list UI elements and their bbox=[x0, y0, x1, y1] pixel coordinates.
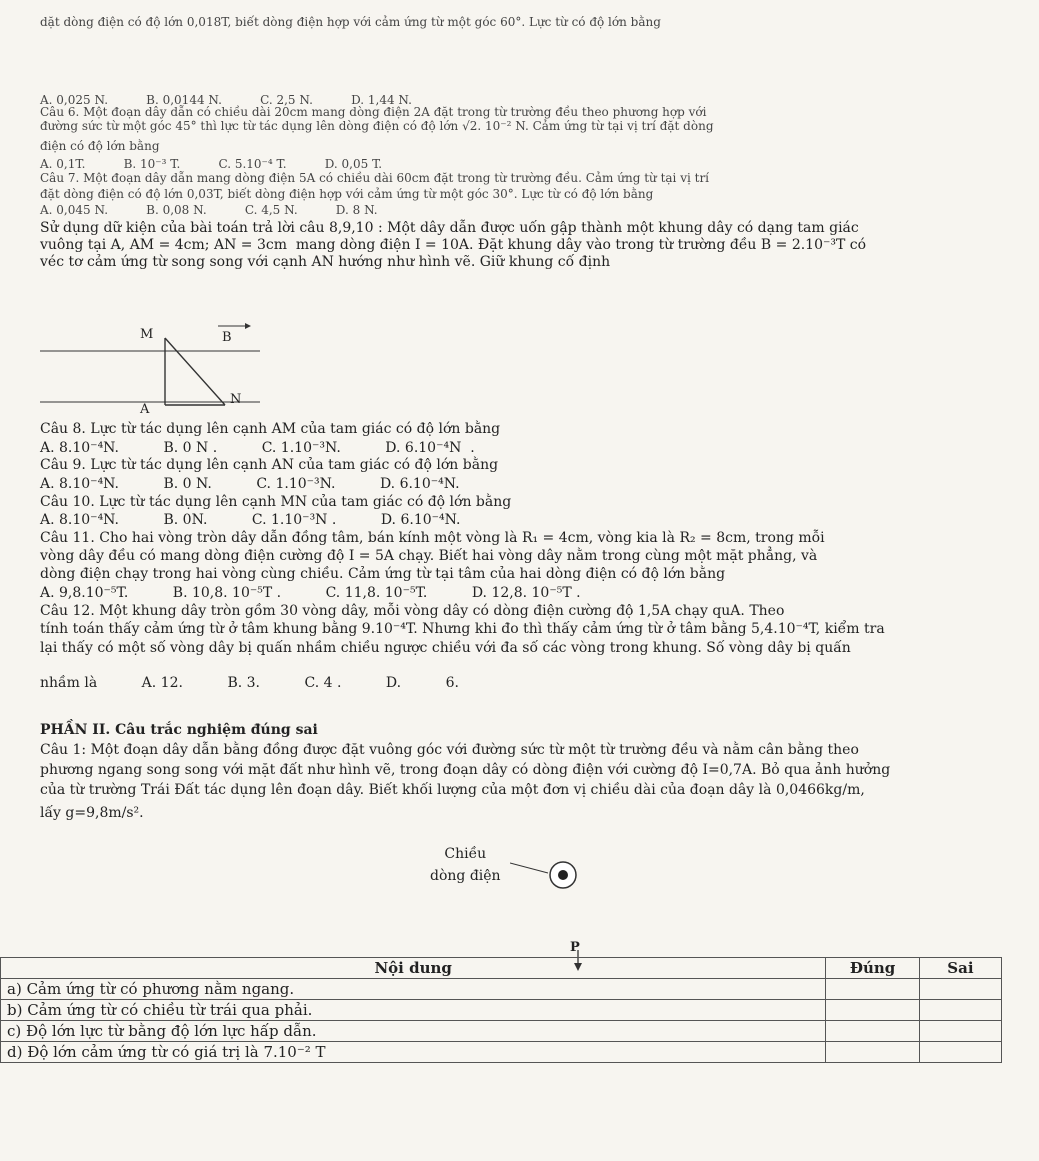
text-line: vuông tại A, AM = 4cm; AN = 3cm mang dòng điện I = 10A. Đặt khung dây vào trong từ trường đều B = 2.10⁻³T có bbox=[40, 237, 867, 253]
header-true: Đúng bbox=[826, 958, 919, 979]
text-line: tính toán thấy cảm ứng từ ở tâm khung bằng 9.10⁻⁴T. Nhưng khi đo thì thấy cảm ứng từ ở tâm bằng 5,4.10⁻⁴T, kiểm tra bbox=[40, 621, 885, 637]
table-row bbox=[1, 1042, 1002, 1063]
false-cell-a[interactable] bbox=[919, 979, 1001, 1000]
text-line: lấy g=9,8m/s². bbox=[40, 805, 144, 821]
text-line: dòng điện chạy trong hai vòng cùng chiều. Cảm ứng từ tại tâm của hai dòng điện có độ lớn bằng bbox=[40, 566, 726, 582]
text-line: A. 9,8.10⁻⁵T. B. 10,8. 10⁻⁵T . C. 11,8. 10⁻⁵T. D. 12,8. 10⁻⁵T . bbox=[40, 585, 581, 601]
text-line: đặt dòng điện có độ lớn 0,03T, biết dòng điện hợp với cảm ứng từ một góc 30°. Lực từ có độ lớn bằng bbox=[40, 187, 654, 201]
text-line: Câu 10. Lực từ tác dụng lên cạnh MN của tam giác có độ lớn bằng bbox=[40, 494, 512, 510]
text-line: nhầm là A. 12. B. 3. C. 4 . D. 6. bbox=[40, 675, 459, 691]
current-dot bbox=[558, 870, 568, 880]
table-row bbox=[1, 1021, 1002, 1042]
text-line: A. 0,025 N. B. 0,0144 N. C. 2,5 N. D. 1,44 N. bbox=[40, 93, 412, 107]
text-line: Câu 9. Lực từ tác dụng lên cạnh AN của tam giác có độ lớn bằng bbox=[40, 457, 499, 473]
false-cell-c[interactable] bbox=[919, 1021, 1001, 1042]
text-line: lại thấy có một số vòng dây bị quấn nhầm chiều ngược chiều với đa số các vòng trong khung. Số vòng dây bị quấn bbox=[40, 640, 851, 656]
table-header-row bbox=[1, 958, 1002, 979]
text-line: điện có độ lớn bằng bbox=[40, 139, 160, 153]
current-direction-caption: Chiều dòng điện bbox=[430, 846, 501, 884]
text-line: Câu 6. Một đoạn dây dẫn có chiều dài 20cm mang dòng điện 2A đặt trong từ trường đều theo phương hợp với bbox=[40, 105, 707, 119]
statement-a: a) Cảm ứng từ có phương nằm ngang. bbox=[1, 979, 826, 1000]
header-false: Sai bbox=[919, 958, 1001, 979]
text-line: Câu 12. Một khung dây tròn gồm 30 vòng dây, mỗi vòng dây có dòng điện cường độ 1,5A chạy quA. Theo bbox=[40, 603, 785, 619]
text-line: A. 0,1T. B. 10⁻³ T. C. 5.10⁻⁴ T. D. 0,05 T. bbox=[40, 157, 383, 171]
statement-b: b) Cảm ứng từ có chiều từ trái qua phải. bbox=[1, 1000, 826, 1021]
label-a: A bbox=[140, 402, 150, 417]
text-line: A. 8.10⁻⁴N. B. 0 N . C. 1.10⁻³N. D. 6.10⁻⁴N . bbox=[40, 440, 475, 456]
label-b: B bbox=[222, 330, 232, 345]
text-line: dặt dòng điện có độ lớn 0,018T, biết dòng điện hợp với cảm ứng từ một góc 60°. Lực từ có độ lớn bằng bbox=[40, 15, 661, 29]
table-row bbox=[1, 1000, 1002, 1021]
label-p: P bbox=[570, 940, 580, 955]
false-cell-d[interactable] bbox=[919, 1042, 1001, 1063]
text-line: A. 0,045 N. B. 0,08 N. C. 4,5 N. D. 8 N. bbox=[40, 203, 378, 217]
statement-c: c) Độ lớn lực từ bằng độ lớn lực hấp dẫn. bbox=[1, 1021, 826, 1042]
text-line: PHẦN II. Câu trắc nghiệm đúng sai bbox=[40, 722, 318, 738]
label-n: N bbox=[230, 392, 242, 407]
triangle-figure bbox=[40, 320, 270, 430]
text-line: Câu 1: Một đoạn dây dẫn bằng đồng được đặt vuông góc với đường sức từ một từ trường đều và nằm cân bằng theo bbox=[40, 742, 859, 758]
label-m: M bbox=[140, 327, 154, 342]
true-cell-c[interactable] bbox=[826, 1021, 919, 1042]
text-line: đường sức từ một góc 45° thì lực từ tác dụng lên dòng điện có độ lớn √2. 10⁻² N. Cảm ứng từ tại vị trí đặt dòng bbox=[40, 119, 714, 133]
statement-d: d) Độ lớn cảm ứng từ có giá trị là 7.10⁻² T bbox=[1, 1042, 826, 1063]
side-mn bbox=[165, 338, 225, 405]
text-line: phương ngang song song với mặt đất như hình vẽ, trong đoạn dây có dòng điện với cường độ I=0,7A. Bỏ qua ảnh hưởng bbox=[40, 762, 891, 778]
true-cell-b[interactable] bbox=[826, 1000, 919, 1021]
text-line: A. 8.10⁻⁴N. B. 0 N. C. 1.10⁻³N. D. 6.10⁻⁴N. bbox=[40, 476, 460, 492]
text-line: Sử dụng dữ kiện của bài toán trả lời câu 8,9,10 : Một dây dẫn được uốn gập thành một khung dây có dạng tam giác bbox=[40, 220, 859, 236]
text-line: vòng dây đều có mang dòng điện cường độ I = 5A chạy. Biết hai vòng dây nằm trong cùng một mặt phẳng, và bbox=[40, 548, 818, 564]
text-line: của từ trường Trái Đất tác dụng lên đoạn dây. Biết khối lượng của một đơn vị chiều dài của đoạn dây là 0,0466kg/m, bbox=[40, 782, 865, 798]
true-false-table bbox=[0, 957, 1002, 1063]
text-line: véc tơ cảm ứng từ song song với cạnh AN hướng như hình vẽ. Giữ khung cố định bbox=[40, 254, 611, 270]
text-line: Câu 8. Lực từ tác dụng lên cạnh AM của tam giác có độ lớn bằng bbox=[40, 421, 501, 437]
table-row bbox=[1, 979, 1002, 1000]
false-cell-b[interactable] bbox=[919, 1000, 1001, 1021]
header-content: Nội dung bbox=[1, 958, 826, 979]
b-arrowhead bbox=[245, 323, 251, 329]
text-line: Câu 7. Một đoạn dây dẫn mang dòng điện 5A có chiều dài 60cm đặt trong từ trường đều. Cảm ứng từ tại vị trí bbox=[40, 171, 710, 185]
text-line: A. 8.10⁻⁴N. B. 0N. C. 1.10⁻³N . D. 6.10⁻⁴N. bbox=[40, 512, 461, 528]
text-line: Câu 11. Cho hai vòng tròn dây dẫn đồng tâm, bán kính một vòng là R₁ = 4cm, vòng kia là R₂ = 8cm, trong mỗi bbox=[40, 530, 825, 546]
true-cell-d[interactable] bbox=[826, 1042, 919, 1063]
true-cell-a[interactable] bbox=[826, 979, 919, 1000]
